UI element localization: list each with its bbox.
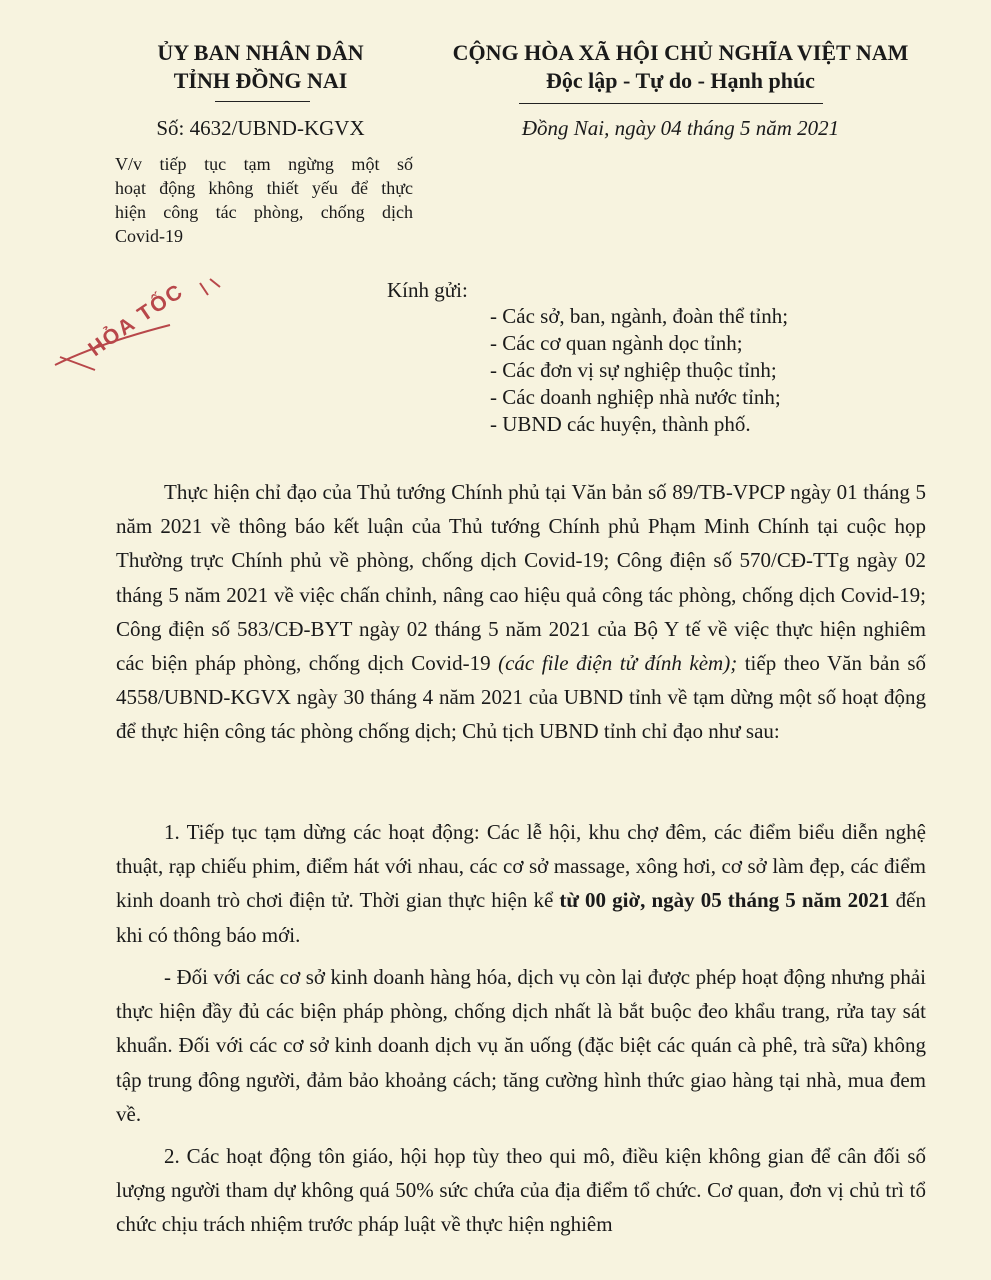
recipient-item: - Các doanh nghiệp nhà nước tỉnh; <box>490 385 781 409</box>
body-paragraph-2: 1. Tiếp tục tạm dừng các hoạt động: Các lễ hội, khu chợ đêm, các điểm biểu diễn nghệ thuật, rạp chiếu phim, điểm hát với nhau, các cơ sở massage, xông hơi, cơ sở làm đẹp, các điểm kinh doanh trò chơi điện tử. Thời gian thực hiện kể từ 00 giờ, ngày 05 tháng 5 năm 2021 đến khi có thông báo mới. <box>116 820 927 947</box>
subject-line: V/v tiếp tục tạm ngừng một số <box>115 154 413 174</box>
org-underline <box>215 101 310 102</box>
body-paragraph-3: - Đối với các cơ sở kinh doanh hàng hóa, dịch vụ còn lại được phép hoạt động nhưng phải thực hiện đầy đủ các biện pháp phòng, chống dịch nhất là bắt buộc đeo khẩu trang, rửa tay sát khuẩn. Đối với các cơ sở kinh doanh dịch vụ ăn uống (đặc biệt các quán cà phê, trà sữa) không tập trung đông người, đảm bảo khoảng cách; tăng cường hình thức giao hàng tại nhà, mua đem về. <box>116 965 926 1126</box>
recipient-item: - Các cơ quan ngành dọc tỉnh; <box>490 331 743 355</box>
document-number: Số: 4632/UBND-KGVX <box>156 116 365 140</box>
subject-line: Covid-19 <box>115 226 184 246</box>
issuing-org-line2: TỈNH ĐỒNG NAI <box>173 68 348 93</box>
recipient-item: - Các đơn vị sự nghiệp thuộc tỉnh; <box>490 358 777 382</box>
document-subject <box>115 152 413 248</box>
body-paragraph-1: Thực hiện chỉ đạo của Thủ tướng Chính phủ tại Văn bản số 89/TB-VPCP ngày 01 tháng 5 năm 2021 về thông báo kết luận của Thủ tướng Chính phủ Phạm Minh Chính tại cuộc họp Thường trực Chính phủ về phòng, chống dịch Covid-19; Công điện số 570/CĐ-TTg ngày 02 tháng 5 năm 2021 về việc chấn chỉnh, nâng cao hiệu quả công tác phòng, chống dịch Covid-19; Công điện số 583/CĐ-BYT ngày 02 tháng 5 năm 2021 của Bộ Y tế về việc thực hiện nghiêm các biện pháp phòng, chống dịch Covid-19 (các file điện tử đính kèm); tiếp theo Văn bản số 4558/UBND-KGVX ngày 30 tháng 4 năm 2021 của UBND tỉnh về tạm dừng một số hoạt động để thực hiện công tác phòng chống dịch; Chủ tịch UBND tỉnh chỉ đạo như sau: <box>116 480 927 744</box>
subject-line: hoạt động không thiết yếu để thực <box>115 178 413 198</box>
urgent-stamp-text: HỎA TỐC <box>84 279 189 362</box>
issuing-org-line1: ỦY BAN NHÂN DÂN <box>157 40 364 65</box>
document-date: Đồng Nai, ngày 04 tháng 5 năm 2021 <box>521 116 840 140</box>
body-paragraph-4: 2. Các hoạt động tôn giáo, hội họp tùy theo qui mô, điều kiện không gian để cân đối số lượng người tham dự không quá 50% sức chứa của địa điểm tổ chức. Cơ quan, đơn vị chủ trì tổ chức chịu trách nhiệm trước pháp luật về thực hiện nghiêm <box>116 1144 926 1237</box>
republic-title: CỘNG HÒA XÃ HỘI CHỦ NGHĨA VIỆT NAM <box>452 40 909 65</box>
recipient-item: - Các sở, ban, ngành, đoàn thể tỉnh; <box>490 304 789 328</box>
motto-underline <box>519 103 823 104</box>
urgent-stamp <box>50 265 230 375</box>
republic-motto: Độc lập - Tự do - Hạnh phúc <box>546 68 815 93</box>
recipient-item: - UBND các huyện, thành phố. <box>490 412 751 436</box>
subject-line: hiện công tác phòng, chống dịch <box>115 202 413 222</box>
recipients-label: Kính gửi: <box>387 278 468 302</box>
